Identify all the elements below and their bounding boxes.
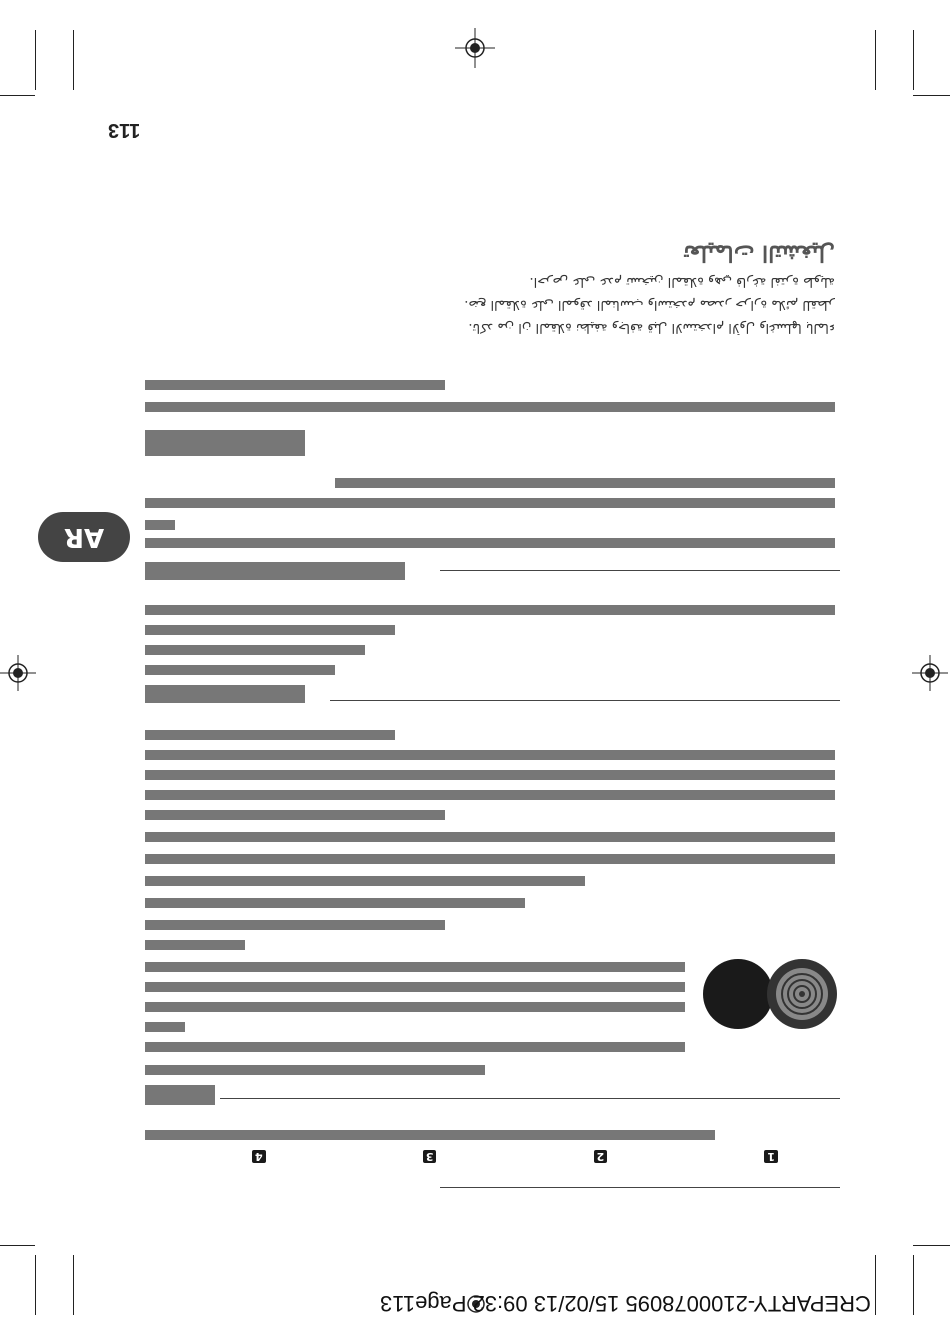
crop-mark — [913, 1245, 950, 1246]
paragraph-line: ﺍﺣﺮﺹ ﻋﻠﻰ ﻋﺪﻡ ﺗﺴﺨﻴﻦ ﺍﻟﻤﻘﻼﺓ ﻭﻫﻲ ﻓﺎﺭﻏﺔ ﻟﻔﺘﺮﺓ ﻃﻮﻳﻠﺔ. — [529, 274, 835, 289]
part-badge: 3 — [423, 1150, 437, 1163]
crop-mark — [35, 1255, 36, 1315]
section-heading: ﺗﻌﻠﻴﻤﺎﺕ ﺍﻟﺘﺸﻐﻴﻞ — [683, 240, 835, 266]
crop-mark — [913, 95, 950, 96]
crop-mark — [913, 1255, 914, 1315]
crop-mark — [875, 1255, 876, 1315]
crop-mark — [0, 1245, 35, 1246]
registration-mark-icon — [912, 655, 948, 691]
crop-mark — [875, 30, 876, 90]
footer-slug: CREPARTY-2100078095 15/02/13 09:32 Page113 — [380, 1291, 871, 1316]
language-tab — [38, 512, 130, 562]
crop-mark — [913, 30, 914, 90]
part-badge: 4 — [252, 1150, 266, 1163]
text-block-graphic — [145, 380, 835, 1150]
registration-mark-icon — [0, 655, 36, 691]
thermo-spot-icon — [702, 958, 838, 1030]
part-badge: 2 — [594, 1150, 608, 1163]
registration-mark-icon — [455, 28, 495, 68]
part-badge: 1 — [764, 1150, 778, 1163]
section-rule — [440, 1187, 840, 1188]
language-tab-label: AR — [63, 522, 105, 552]
crop-mark — [73, 1255, 74, 1315]
section-operating — [145, 240, 835, 335]
page-number: 113 — [108, 119, 141, 141]
paragraph-line: ﺿﻊ ﺍﻟﻤﻘﻼﺓ ﻋﻠﻰ ﺍﻟﻤﻮﻗﺪ ﺍﻟﻤﻨﺎﺳﺐ ﻭﺍﺳﺘﺨﺪﻡ ﻣﺼﺪﺭ ﺣﺮﺍﺭﺓ ﻣﻼﺋﻢ ﻟﻠﻘﻄﺮ. — [464, 297, 835, 312]
crop-mark — [35, 30, 36, 90]
paragraph-line: ﺗﺄﻛﺪ ﻣﻦ ﺃﻥ ﺍﻟﻤﻘﻼﺓ ﻧﻈﻴﻔﺔ ﻭﺟﺎﻓﺔ ﻗﺒﻞ ﺍﻻﺳﺘﺨﺪﺍﻡ ﺍﻷﻭﻝ ﻭﺍﻏﺴﻠﻬﺎ ﺑﺎﻟﻤﺎﺀ. — [468, 320, 835, 335]
crop-mark — [73, 30, 74, 90]
crop-mark — [0, 95, 35, 96]
parts-list — [250, 1150, 780, 1163]
